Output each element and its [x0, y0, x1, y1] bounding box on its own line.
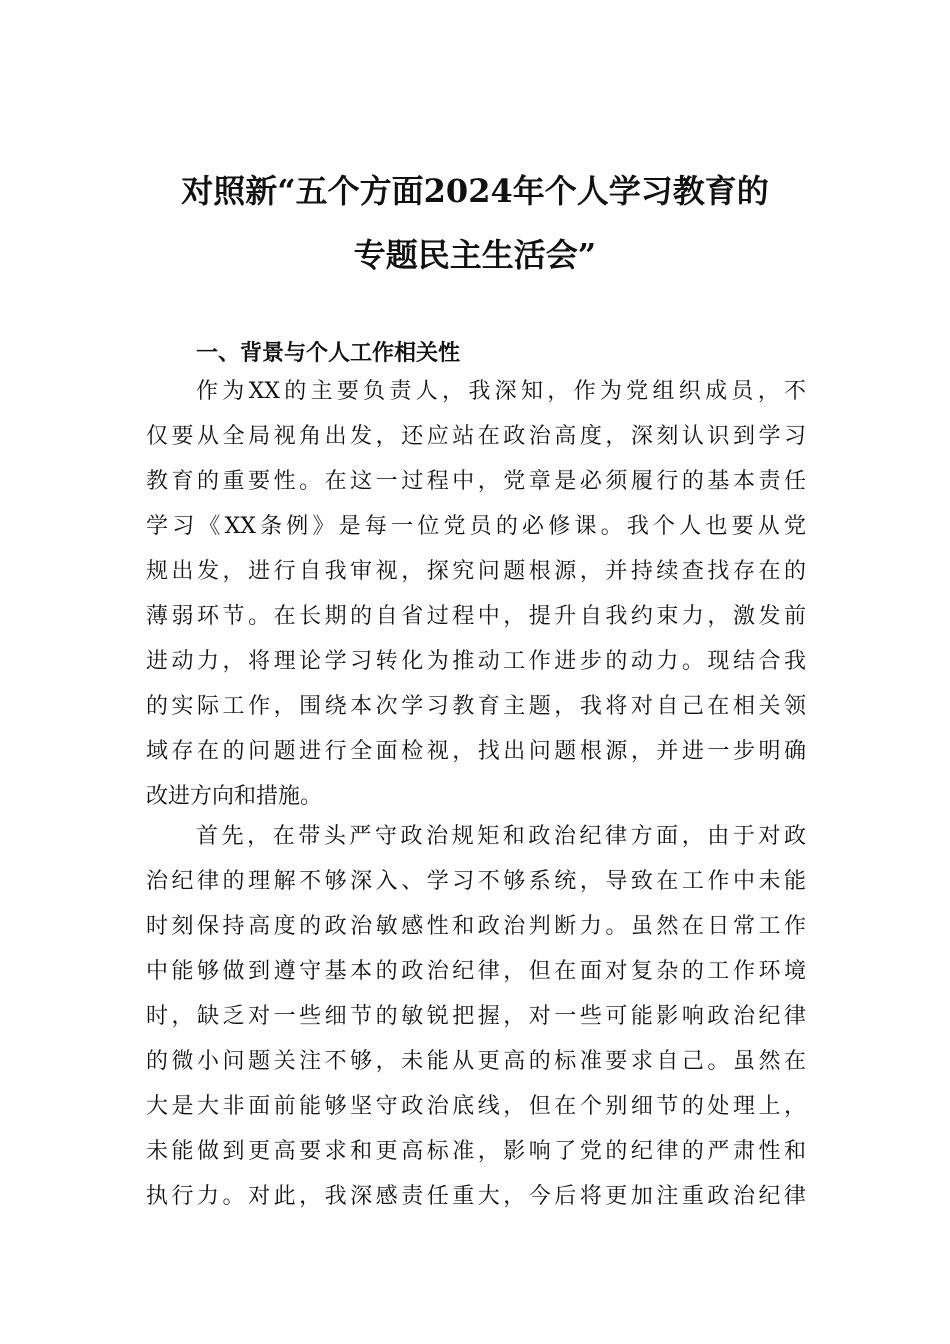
paragraph-2	[146, 814, 806, 1219]
paragraph-line: 首先，在带头严守政治规矩和政治纪律方面，由于对政	[196, 824, 806, 849]
paragraph-line: 的微小问题关注不够，未能从更高的标准要求自己。虽然在	[146, 1049, 806, 1074]
paragraph-line: 大是大非面前能够坚守政治底线，但在个别细节的处理上，	[146, 1094, 806, 1119]
paragraph-line: 域存在的问题进行全面检视，找出问题根源，并进一步明确	[146, 739, 806, 764]
paragraph-line: 作为XX的主要负责人，我深知，作为党组织成员，不	[196, 379, 806, 404]
paragraph-line: 教育的重要性。在这一过程中，党章是必须履行的基本责任	[146, 469, 806, 494]
paragraph-line: 时刻保持高度的政治敏感性和政治判断力。虽然在日常工作	[146, 914, 806, 939]
paragraph-line: 中能够做到遵守基本的政治纪律，但在面对复杂的工作环境	[146, 959, 806, 984]
paragraph-line: 仅要从全局视角出发，还应站在政治高度，深刻认识到学习	[146, 424, 806, 449]
document-title-line-2: 专题民主生活会”	[353, 236, 597, 274]
paragraph-line: 时，缺乏对一些细节的敏锐把握，对一些可能影响政治纪律	[146, 1004, 806, 1029]
paragraph-line: 执行力。对此，我深感责任重大，今后将更加注重政治纪律	[146, 1184, 806, 1209]
paragraph-line: 学习《XX条例》是每一位党员的必修课。我个人也要从党	[146, 514, 806, 539]
paragraph-line: 规出发，进行自我审视，探究问题根源，并持续查找存在的	[146, 559, 806, 584]
paragraph-line: 改进方向和措施。	[146, 784, 323, 809]
paragraph-line: 未能做到更高要求和更高标准，影响了党的纪律的严肃性和	[146, 1139, 806, 1164]
document-title-line-1: 对照新“五个方面2024年个人学习教育的	[181, 172, 769, 210]
paragraph-line: 的实际工作，围绕本次学习教育主题，我将对自己在相关领	[146, 694, 806, 719]
paragraph-1	[146, 369, 806, 819]
section-heading: 一、背景与个人工作相关性	[196, 341, 461, 366]
paragraph-line: 治纪律的理解不够深入、学习不够系统，导致在工作中未能	[146, 869, 806, 894]
paragraph-line: 进动力，将理论学习转化为推动工作进步的动力。现结合我	[146, 649, 806, 674]
paragraph-line: 薄弱环节。在长期的自省过程中，提升自我约束力，激发前	[146, 604, 806, 629]
